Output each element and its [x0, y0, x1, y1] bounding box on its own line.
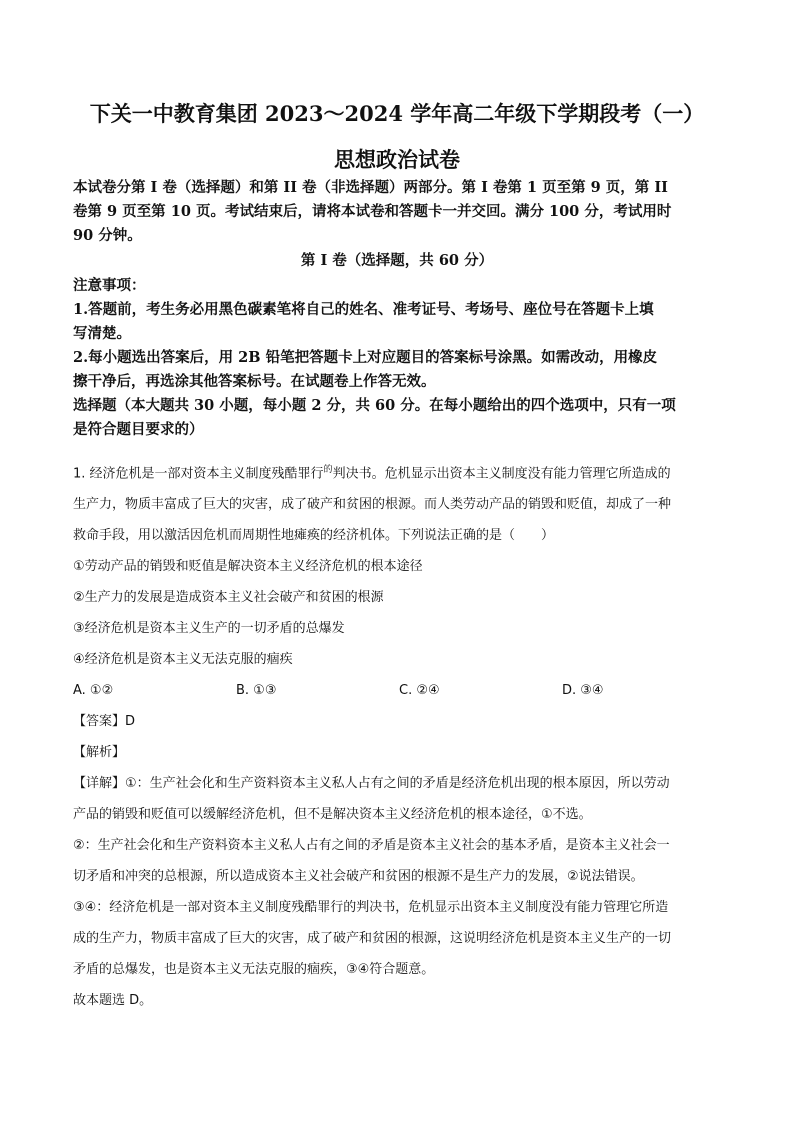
answer-tag: 【答案】 [73, 714, 126, 729]
options-row [73, 675, 725, 706]
stem-text: 判决书。危机显示出资本主义制度没有能力管理它所造成的 [332, 466, 671, 482]
detail-line: 【详解】①：生产社会化和生产资料资本主义私人占有之间的矛盾是经济危机出现的根本原因，所以劳动 [73, 776, 670, 791]
notes-line: 擦干净后，再选涂其他答案标号。在试题卷上作答无效。 [73, 373, 436, 390]
detail-line: 故本题选 D。 [73, 993, 153, 1008]
detail-line: 成的生产力，物质丰富成了巨大的灾害，成了破产和贫困的根源，这说明经济危机是资本主义生产的一切 [73, 931, 672, 946]
section-heading: 第 I 卷（选择题，共 60 分） [300, 252, 494, 269]
detail-line: 矛盾的总爆发，也是资本主义无法克服的痼疾，③④符合题意。 [73, 962, 435, 977]
explanation-section [73, 768, 725, 1016]
question-1 [73, 455, 725, 675]
statement-4: ④经济危机是资本主义无法克服的痼疾 [73, 652, 293, 668]
intro-line: 90 分钟。 [73, 227, 142, 244]
question-stem-line: 生产力，物质丰富成了巨大的灾害，成了破产和贫困的根源。而人类劳动产品的销毁和贬值，却成了一种 [73, 497, 672, 513]
stem-text: 1. 经济危机是一部对资本主义制度残酷罪行 [73, 466, 324, 482]
detail-line: 切矛盾和冲突的总根源，所以造成资本主义社会破产和贫困的根源不是生产力的发展，②说法错误。 [73, 869, 644, 884]
detail-line: ③④：经济危机是一部对资本主义制度残酷罪行的判决书，危机显示出资本主义制度没有能力管理它所造 [73, 900, 669, 915]
notes-line: 是符合题目要求的） [73, 421, 204, 438]
option-b: B. ①③ [236, 683, 277, 698]
option-d: D. ③④ [562, 683, 604, 698]
answer-section [73, 706, 725, 768]
statement-1: ①劳动产品的销毁和贬值是解决资本主义经济危机的根本途径 [73, 559, 423, 575]
answer-value: D [125, 714, 136, 729]
notes-block [73, 274, 723, 442]
intro-line: 卷第 9 页至第 10 页。考试结束后，请将本试卷和答题卡一并交回。满分 100 分，考试用时 [73, 203, 672, 220]
option-c: C. ②④ [399, 683, 440, 698]
analysis-tag: 【解析】 [73, 745, 126, 760]
intro-paragraph [73, 176, 723, 248]
intro-line: 本试卷分第 I 卷（选择题）和第 II 卷（非选择题）两部分。第 I 卷第 1 页至第 9 页，第 II [73, 179, 668, 196]
question-stem-line [73, 455, 725, 489]
notes-line: 写清楚。 [73, 325, 131, 342]
notes-line: 2.每小题选出答案后，用 2B 铅笔把答题卡上对应题目的答案标号涂黑。如需改动，用橡皮 [73, 349, 658, 366]
exam-subtitle: 思想政治试卷 [334, 147, 460, 172]
option-a: A. ①② [73, 683, 114, 698]
detail-line: 产品的销毁和贬值可以缓解经济危机，但不是解决资本主义经济危机的根本途径，①不选。 [73, 807, 592, 822]
notes-line: 1.答题前，考生务必用黑色碳素笔将自己的姓名、准考证号、考场号、座位号在答题卡上填 [73, 301, 654, 318]
statement-2: ②生产力的发展是造成资本主义社会破产和贫困的根源 [73, 590, 384, 606]
answer-line [73, 706, 725, 737]
notes-heading: 注意事项： [73, 277, 146, 294]
statement-3: ③经济危机是资本主义生产的一切矛盾的总爆发 [73, 621, 345, 637]
notes-line: 选择题（本大题共 30 小题，每小题 2 分，共 60 分。在每小题给出的四个选项中，只有一项 [73, 397, 676, 414]
exam-title: 下关一中教育集团 2023～2024 学年高二年级下学期段考（一） [89, 101, 705, 126]
detail-line: ②：生产社会化和生产资料资本主义私人占有之间的矛盾是资本主义社会的基本矛盾，是资本主义社会一 [73, 838, 670, 853]
question-stem-line: 救命手段，用以激活因危机而周期性地瘫痪的经济机体。下列说法正确的是（ ） [73, 528, 555, 544]
stem-superscript: 的 [323, 465, 333, 475]
